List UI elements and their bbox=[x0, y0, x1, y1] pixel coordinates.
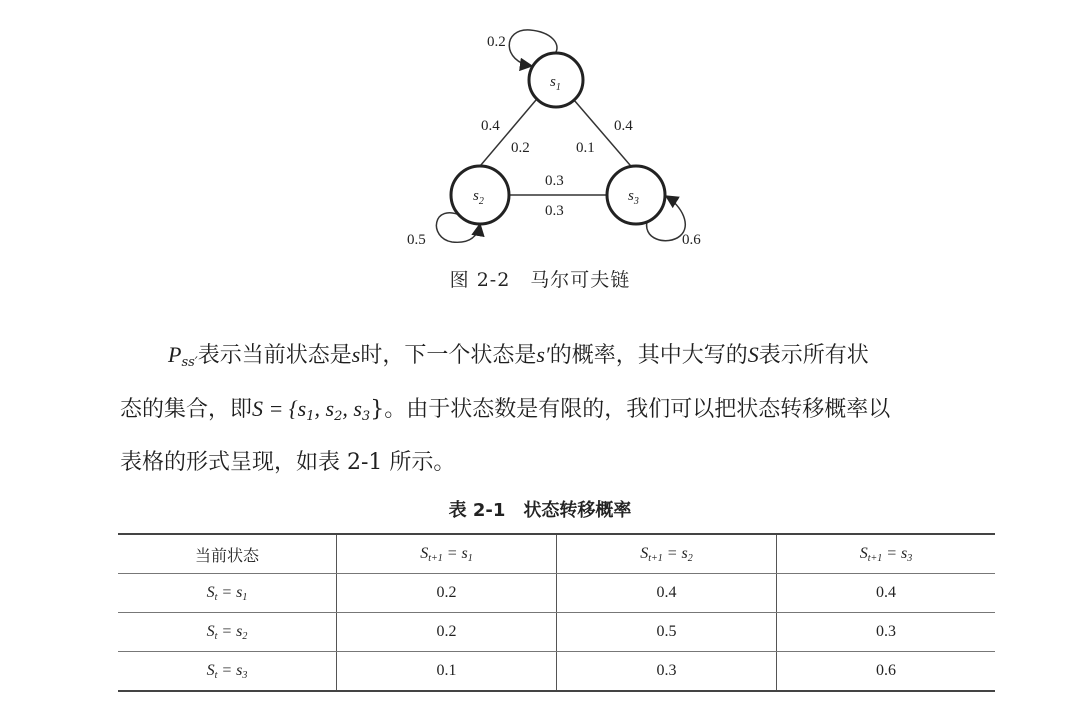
symbol-s-prime: s′ bbox=[536, 342, 550, 367]
table-header-row bbox=[118, 534, 995, 574]
node-s1-label: s bbox=[550, 74, 556, 90]
header-cell-current-state: 当前状态 bbox=[118, 534, 337, 574]
table-cell: 0.2 bbox=[337, 574, 557, 613]
node-s1-sub: 1 bbox=[555, 82, 561, 93]
loop-label-s2: 0.5 bbox=[407, 232, 426, 248]
edge-s1-s3 bbox=[574, 100, 636, 172]
set-subscript: 1 bbox=[306, 409, 315, 424]
edge-label-s1-s2-inner: 0.2 bbox=[511, 140, 530, 156]
text-segment: 表示当前状态是 bbox=[197, 343, 352, 368]
text-segment: 的概率，其中大写的 bbox=[549, 343, 748, 368]
edge-label-s1-s3-inner: 0.1 bbox=[576, 140, 595, 156]
edge-label-s1-s2-outer: 0.4 bbox=[481, 118, 500, 134]
row-label: $S_t = s_1$ bbox=[118, 574, 337, 613]
row-label: $S_t = s_2$ bbox=[118, 613, 337, 652]
node-s3 bbox=[607, 166, 665, 224]
p-symbol: P bbox=[168, 342, 182, 367]
table-cell: 0.4 bbox=[777, 574, 996, 613]
node-s3-label: s bbox=[628, 188, 634, 204]
loop-label-s1: 0.2 bbox=[487, 34, 506, 50]
set-expression: , s bbox=[342, 396, 362, 421]
header-cell-next-s2: $S_{t+1} = s_2$ bbox=[557, 534, 777, 574]
table-row bbox=[118, 613, 995, 652]
figure-caption: 图 2-2 马尔可夫链 bbox=[449, 269, 631, 291]
edge-label-s1-s3-outer: 0.4 bbox=[614, 118, 633, 134]
node-s2-sub: 2 bbox=[478, 196, 484, 207]
row-label: $S_t = s_3$ bbox=[118, 652, 337, 692]
paragraph-line-2 bbox=[120, 386, 1000, 440]
set-expression: S = {s bbox=[252, 396, 307, 421]
table-row bbox=[118, 574, 995, 613]
table-cell: 0.3 bbox=[777, 613, 996, 652]
header-cell-next-s3: $S_{t+1} = s_3$ bbox=[777, 534, 996, 574]
header-cell-next-s1: $S_{t+1} = s_1$ bbox=[337, 534, 557, 574]
text-segment: 表格的形式呈现，如表 2-1 所示。 bbox=[120, 450, 456, 475]
edge-label-s2-s3-bottom: 0.3 bbox=[545, 203, 564, 219]
table-cell: 0.3 bbox=[557, 652, 777, 692]
paragraph-line-3 bbox=[120, 440, 1000, 486]
symbol-s: s bbox=[351, 342, 361, 367]
text-segment: 。由于状态数是有限的，我们可以把状态转移概率以 bbox=[384, 397, 891, 422]
table-cell: 0.6 bbox=[777, 652, 996, 692]
set-subscript: 2 bbox=[334, 409, 343, 424]
set-expression: } bbox=[370, 397, 385, 422]
edge-s1-s2 bbox=[475, 100, 536, 172]
node-s1 bbox=[529, 53, 583, 107]
markov-chain-diagram bbox=[0, 0, 1080, 260]
set-subscript: 3 bbox=[361, 409, 371, 424]
set-expression: , s bbox=[314, 396, 335, 421]
node-s2-label: s bbox=[473, 188, 479, 204]
edge-label-s2-s3-top: 0.3 bbox=[545, 173, 564, 189]
table-cell: 0.1 bbox=[337, 652, 557, 692]
node-s2 bbox=[451, 166, 509, 224]
text-segment: 表示所有状 bbox=[758, 343, 869, 368]
symbol-S: S bbox=[747, 342, 759, 367]
table-cell: 0.4 bbox=[557, 574, 777, 613]
text-segment: 态的集合，即 bbox=[120, 397, 253, 422]
loop-label-s3: 0.6 bbox=[682, 232, 701, 248]
p-subscript: ss′ bbox=[181, 355, 198, 370]
table-cell: 0.2 bbox=[337, 613, 557, 652]
table-title: 表 2-1 状态转移概率 bbox=[448, 500, 632, 521]
text-segment: 时，下一个状态是 bbox=[360, 343, 537, 368]
table-row bbox=[118, 652, 995, 692]
transition-probability-table bbox=[118, 533, 995, 692]
table-cell: 0.5 bbox=[557, 613, 777, 652]
body-paragraph bbox=[120, 332, 1000, 486]
paragraph-line-1 bbox=[120, 332, 1000, 386]
node-s3-sub: 3 bbox=[633, 196, 639, 207]
